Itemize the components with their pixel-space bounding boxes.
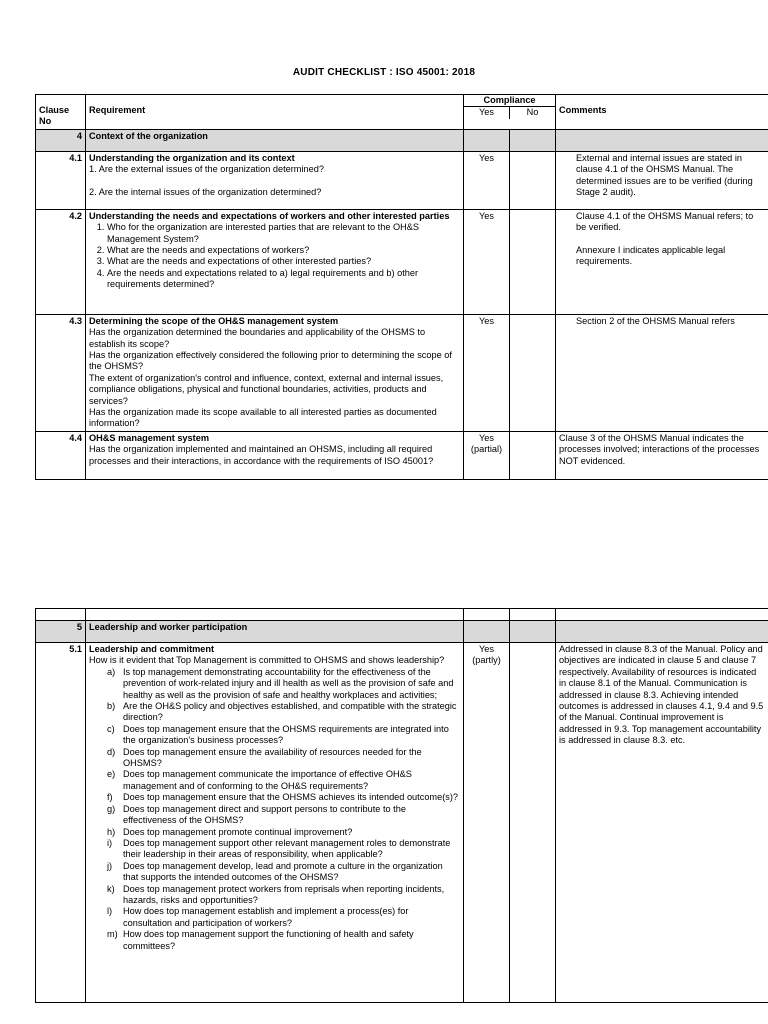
list-marker: l) — [107, 906, 113, 917]
list-text: Does top management communicate the importance of effective OH&S management and of conforming to the OH&S requirements? — [123, 769, 412, 791]
header-comments: Comments — [556, 95, 768, 130]
requirement-list — [89, 667, 460, 952]
comment-cell: Section 2 of the OHSMS Manual refers — [556, 314, 768, 431]
list-item — [107, 803, 460, 827]
comment-text: Annexure I indicates applicable legal requirements. — [576, 244, 726, 267]
list-item — [107, 906, 460, 929]
requirement-title: Understanding the needs and expectations of workers and other interested parties — [89, 210, 450, 221]
list-item — [107, 701, 460, 724]
requirement-cell — [86, 431, 464, 479]
comment-text: Clause 4.1 of the OHSMS Manual refers; to be verified. — [576, 210, 754, 233]
compliance-yes: Yes — [464, 151, 510, 209]
list-text: Does top management direct and support persons to contribute to the effectiveness of the OHSMS? — [123, 803, 406, 826]
list-item — [107, 929, 460, 952]
list-marker: d) — [107, 746, 116, 757]
clause-number: 4.3 — [36, 314, 86, 431]
header-clause: Clause No — [36, 95, 86, 130]
section-number: 4 — [36, 129, 86, 151]
comment-cell: External and internal issues are stated in clause 4.1 of the OHSMS Manual. The determined issues are to be verified (during Stage 2 audit). — [556, 151, 768, 209]
list-item — [107, 666, 460, 701]
section-number: 5 — [36, 621, 86, 643]
list-text: Does top management ensure the availability of resources needed for the OHSMS? — [123, 746, 422, 769]
compliance-no — [510, 314, 556, 431]
header-compliance-label: Compliance — [464, 95, 555, 107]
list-marker: a) — [107, 666, 116, 677]
list-marker: c) — [107, 723, 115, 734]
list-marker: b) — [107, 701, 116, 712]
requirement-title: Understanding the organization and its context — [89, 152, 295, 163]
table-header-row — [36, 95, 768, 130]
table-row — [36, 314, 768, 431]
section-row-4 — [36, 129, 768, 151]
requirement-cell — [86, 643, 464, 1003]
requirement-question: 1. Are the external issues of the organization determined? — [89, 164, 324, 175]
table-row — [36, 151, 768, 209]
requirement-question: 2. Are the internal issues of the organization determined? — [89, 186, 322, 197]
list-item: 4. Are the needs and expectations related to a) legal requirements and b) other requirements determined? — [107, 268, 460, 291]
list-item — [107, 860, 460, 884]
list-item: 3. What are the needs and expectations of other interested parties? — [107, 256, 460, 267]
list-marker: e) — [107, 769, 116, 780]
comment-cell — [556, 209, 768, 314]
clause-number: 5.1 — [36, 643, 86, 1003]
list-marker: h) — [107, 826, 116, 837]
list-text: How does top management establish and implement a process(es) for consultation and participation of workers? — [123, 906, 409, 928]
header-no: No — [526, 107, 539, 118]
list-item: 2. What are the needs and expectations of workers? — [107, 245, 460, 256]
requirement-title: Leadership and commitment — [89, 644, 215, 654]
requirement-cell — [86, 314, 464, 431]
comment-cell: Addressed in clause 8.3 of the Manual. Policy and objectives are indicated in clause 5 and clause 7 respectively. Availability of resources is indicated in clause 8.1 of the Manual. Communication is addressed in clause 8.3. Achieving intended outcomes is addressed in clauses 4.1, 9.4 and 9.5 of the Manual. Continual improvement is addressed in 9.3. Top management accountability is addressed in clause 8.3. etc. — [556, 643, 768, 1003]
compliance-yes: Yes (partial) — [464, 431, 510, 479]
compliance-no — [510, 151, 556, 209]
list-marker: g) — [107, 803, 116, 814]
clause-number: 4.1 — [36, 151, 86, 209]
requirement-question: Has the organization determined the boundaries and applicability of the OHSMS to establish its scope? — [89, 327, 426, 349]
table-row — [36, 643, 768, 1003]
requirement-title: Determining the scope of the OH&S management system — [89, 315, 339, 326]
requirement-list — [89, 222, 460, 290]
table-row — [36, 209, 768, 314]
requirement-question: Has the organization implemented and maintained an OHSMS, including all required processes and their interactions, in accordance with the requirements of ISO 45001? — [89, 444, 434, 466]
header-requirement: Requirement — [86, 95, 464, 130]
list-item — [107, 792, 460, 803]
requirement-question: Has the organization effectively considered the following prior to determining the scope of the OHSMS? — [89, 350, 452, 372]
header-yes: Yes — [464, 107, 510, 118]
section-row-5 — [36, 621, 768, 643]
audit-table-section-5 — [35, 608, 768, 1003]
list-marker: m) — [107, 929, 118, 940]
clause-number: 4.4 — [36, 431, 86, 479]
list-marker: i) — [107, 837, 113, 848]
list-item: 1. Who for the organization are interested parties that are relevant to the OH&S Management System? — [107, 222, 460, 245]
requirement-question: How is it evident that Top Management is committed to OHSMS and shows leadership? — [89, 655, 445, 666]
header-compliance — [464, 95, 556, 130]
requirement-question: The extent of organization's control and influence, context, external and internal issues, compliance obligations, physical and functional boundaries, activities, products and services? — [89, 372, 444, 406]
list-text: Does top management support other relevant management roles to demonstrate their leadership in their areas of responsibility, when applicable? — [123, 837, 451, 860]
list-text: Does top management ensure that the OHSMS achieves its intended outcome(s)? — [123, 792, 459, 803]
list-text: How does top management support the functioning of health and safety committees? — [123, 929, 414, 951]
requirement-title: OH&S management system — [89, 432, 209, 443]
list-text: Is top management demonstrating accountability for the effectiveness of the prevention of work-related injury and ill health as well as the provision of safe and healthy as well as the provision of safe and healthy workplaces and activities; — [123, 666, 454, 700]
section-title: Context of the organization — [86, 129, 464, 151]
section-title: Leadership and worker participation — [86, 621, 464, 643]
clause-number: 4.2 — [36, 209, 86, 314]
list-item — [107, 769, 460, 792]
compliance-yes: Yes (partly) — [464, 643, 510, 1003]
table-row — [36, 431, 768, 479]
requirement-question: Has the organization made its scope available to all interested parties as documented information? — [89, 407, 437, 429]
compliance-yes: Yes — [464, 314, 510, 431]
page-title: AUDIT CHECKLIST : ISO 45001: 2018 — [292, 67, 476, 78]
list-item — [107, 883, 460, 907]
requirement-cell — [86, 209, 464, 314]
list-text: Does top management develop, lead and promote a culture in the organization that supports the intended outcomes of the OHSMS? — [123, 860, 443, 883]
list-text: Are the OH&S policy and objectives established, and compatible with the strategic direction? — [123, 701, 457, 723]
comment-cell: Clause 3 of the OHSMS Manual indicates the processes involved; interactions of the processes NOT evidenced. — [556, 431, 768, 479]
list-item — [107, 837, 460, 861]
compliance-no — [510, 431, 556, 479]
list-marker: j) — [107, 860, 113, 871]
list-marker: k) — [107, 883, 115, 894]
list-text: Does top management ensure that the OHSMS requirements are integrated into the organization's business processes? — [123, 723, 449, 746]
list-text: Does top management protect workers from reprisals when reporting incidents, hazards, risks and opportunities? — [123, 883, 445, 905]
compliance-no — [510, 209, 556, 314]
compliance-yes: Yes — [464, 209, 510, 314]
list-item — [107, 723, 460, 747]
list-marker: f) — [107, 792, 113, 803]
list-item — [107, 826, 460, 838]
audit-table-section-4 — [35, 94, 768, 480]
compliance-no — [510, 643, 556, 1003]
list-text: Does top management promote continual improvement? — [123, 826, 353, 837]
requirement-cell — [86, 151, 464, 209]
list-item — [107, 746, 460, 770]
table-spacer-row — [36, 609, 768, 621]
